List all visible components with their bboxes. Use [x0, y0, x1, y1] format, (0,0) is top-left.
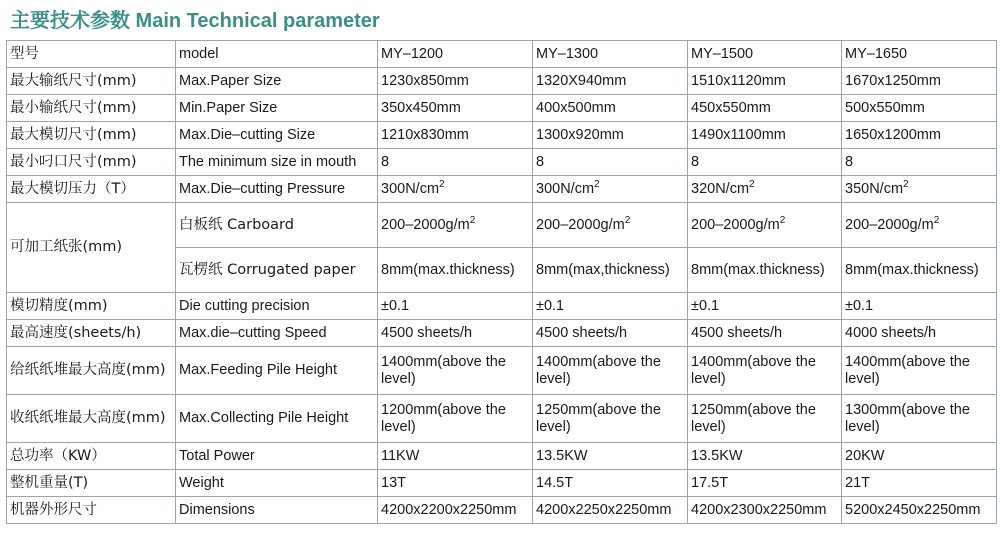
param-cn: 最大模切尺寸(mm) — [7, 122, 176, 149]
value-text: 200–2000g/m — [536, 216, 625, 233]
value-cell: 1400mm(above the level) — [378, 347, 533, 395]
table-row — [7, 395, 997, 443]
value-cell: 5200x2450x2250mm — [842, 497, 997, 524]
param-en: Max.die–cutting Speed — [176, 320, 378, 347]
value-cell: ±0.1 — [842, 293, 997, 320]
value-text: 320N/cm — [691, 180, 750, 197]
table-row — [7, 320, 997, 347]
table-row — [7, 95, 997, 122]
param-cn: 收纸纸堆最大高度(mm) — [7, 395, 176, 443]
value-cell — [378, 176, 533, 203]
value-cell: 1300x920mm — [533, 122, 688, 149]
value-cell: 11KW — [378, 443, 533, 470]
value-cell — [842, 176, 997, 203]
value-text: 200–2000g/m — [691, 216, 780, 233]
unit-exponent: 2 — [749, 178, 755, 190]
table-row — [7, 68, 997, 95]
param-cn: 最小输纸尺寸(mm) — [7, 95, 176, 122]
value-text: 200–2000g/m — [845, 216, 934, 233]
value-cell: 1400mm(above the level) — [688, 347, 842, 395]
param-en: Max.Feeding Pile Height — [176, 347, 378, 395]
param-en: Die cutting precision — [176, 293, 378, 320]
value-cell: 4200x2300x2250mm — [688, 497, 842, 524]
param-cn: 最高速度(sheets/h) — [7, 320, 176, 347]
param-en: Weight — [176, 470, 378, 497]
value-cell: 1200mm(above the level) — [378, 395, 533, 443]
value-cell: 4500 sheets/h — [378, 320, 533, 347]
param-en: The minimum size in mouth — [176, 149, 378, 176]
table-row — [7, 443, 997, 470]
unit-exponent: 2 — [779, 214, 786, 226]
value-cell: 20KW — [842, 443, 997, 470]
unit-exponent: 2 — [594, 178, 600, 190]
value-cell — [533, 176, 688, 203]
value-cell: ±0.1 — [378, 293, 533, 320]
value-text: 350N/cm — [845, 180, 904, 197]
value-cell: ±0.1 — [688, 293, 842, 320]
value-cell — [842, 203, 997, 248]
unit-exponent: 2 — [469, 214, 476, 226]
value-cell: 8 — [688, 149, 842, 176]
param-en: 白板纸 Carboard — [176, 203, 378, 248]
param-en: Max.Collecting Pile Height — [176, 395, 378, 443]
value-cell: 1670x1250mm — [842, 68, 997, 95]
spec-table — [6, 40, 997, 524]
model-cell: MY–1500 — [688, 41, 842, 68]
value-cell: 8mm(max.thickness) — [842, 248, 997, 293]
header-en: model — [176, 41, 378, 68]
unit-exponent: 2 — [624, 214, 631, 226]
table-row — [7, 203, 997, 248]
value-cell: 8mm(max.thickness) — [378, 248, 533, 293]
value-cell: 4500 sheets/h — [688, 320, 842, 347]
value-cell: 4200x2200x2250mm — [378, 497, 533, 524]
value-cell: 4500 sheets/h — [533, 320, 688, 347]
value-cell: 500x550mm — [842, 95, 997, 122]
value-text: 300N/cm — [381, 180, 440, 197]
value-cell: 8 — [533, 149, 688, 176]
value-cell: 14.5T — [533, 470, 688, 497]
param-en: Max.Die–cutting Pressure — [176, 176, 378, 203]
value-cell — [378, 203, 533, 248]
param-cn: 模切精度(mm) — [7, 293, 176, 320]
param-en: Max.Die–cutting Size — [176, 122, 378, 149]
unit-exponent: 2 — [439, 178, 445, 190]
header-cn: 型号 — [7, 41, 176, 68]
value-cell: 350x450mm — [378, 95, 533, 122]
value-cell: 1250mm(above the level) — [533, 395, 688, 443]
param-cn: 最大输纸尺寸(mm) — [7, 68, 176, 95]
value-cell: 450x550mm — [688, 95, 842, 122]
page-title: 主要技术参数 Main Technical parameter — [10, 10, 380, 32]
value-cell: 17.5T — [688, 470, 842, 497]
param-cn: 给纸纸堆最大高度(mm) — [7, 347, 176, 395]
value-cell: 1230x850mm — [378, 68, 533, 95]
table-row — [7, 122, 997, 149]
value-cell: 1250mm(above the level) — [688, 395, 842, 443]
value-cell: 21T — [842, 470, 997, 497]
value-cell: 4200x2250x2250mm — [533, 497, 688, 524]
value-cell: 400x500mm — [533, 95, 688, 122]
model-cell: MY–1200 — [378, 41, 533, 68]
value-cell: 13T — [378, 470, 533, 497]
value-cell — [688, 203, 842, 248]
value-cell: 1400mm(above the level) — [842, 347, 997, 395]
param-cn: 整机重量(T) — [7, 470, 176, 497]
value-text: 200–2000g/m — [381, 216, 470, 233]
value-cell: 8 — [378, 149, 533, 176]
value-text: 300N/cm — [536, 180, 595, 197]
param-en: Dimensions — [176, 497, 378, 524]
value-cell — [688, 176, 842, 203]
table-row — [7, 497, 997, 524]
value-cell: 1490x1100mm — [688, 122, 842, 149]
table-row — [7, 347, 997, 395]
param-cn: 最大模切压力（T） — [7, 176, 176, 203]
param-en: 瓦楞纸 Corrugated paper — [176, 248, 378, 293]
value-cell: 8mm(max,thickness) — [533, 248, 688, 293]
header-row — [7, 41, 997, 68]
model-cell: MY–1300 — [533, 41, 688, 68]
param-en: Max.Paper Size — [176, 68, 378, 95]
param-cn: 总功率（KW） — [7, 443, 176, 470]
table-row — [7, 470, 997, 497]
value-cell: 1320X940mm — [533, 68, 688, 95]
table-row — [7, 293, 997, 320]
model-cell: MY–1650 — [842, 41, 997, 68]
param-cn: 最小叼口尺寸(mm) — [7, 149, 176, 176]
value-cell: ±0.1 — [533, 293, 688, 320]
value-cell — [533, 203, 688, 248]
table-row — [7, 149, 997, 176]
value-cell: 4000 sheets/h — [842, 320, 997, 347]
param-cn: 机器外形尺寸 — [7, 497, 176, 524]
value-cell: 1210x830mm — [378, 122, 533, 149]
value-cell: 1650x1200mm — [842, 122, 997, 149]
value-cell: 8 — [842, 149, 997, 176]
param-en: Min.Paper Size — [176, 95, 378, 122]
value-cell: 1400mm(above the level) — [533, 347, 688, 395]
value-cell: 1510x1120mm — [688, 68, 842, 95]
table-row — [7, 176, 997, 203]
param-en: Total Power — [176, 443, 378, 470]
value-cell: 13.5KW — [688, 443, 842, 470]
unit-exponent: 2 — [903, 178, 909, 190]
unit-exponent: 2 — [933, 214, 940, 226]
value-cell: 13.5KW — [533, 443, 688, 470]
value-cell: 8mm(max.thickness) — [688, 248, 842, 293]
param-cn: 可加工纸张(mm) — [7, 203, 176, 293]
value-cell: 1300mm(above the level) — [842, 395, 997, 443]
